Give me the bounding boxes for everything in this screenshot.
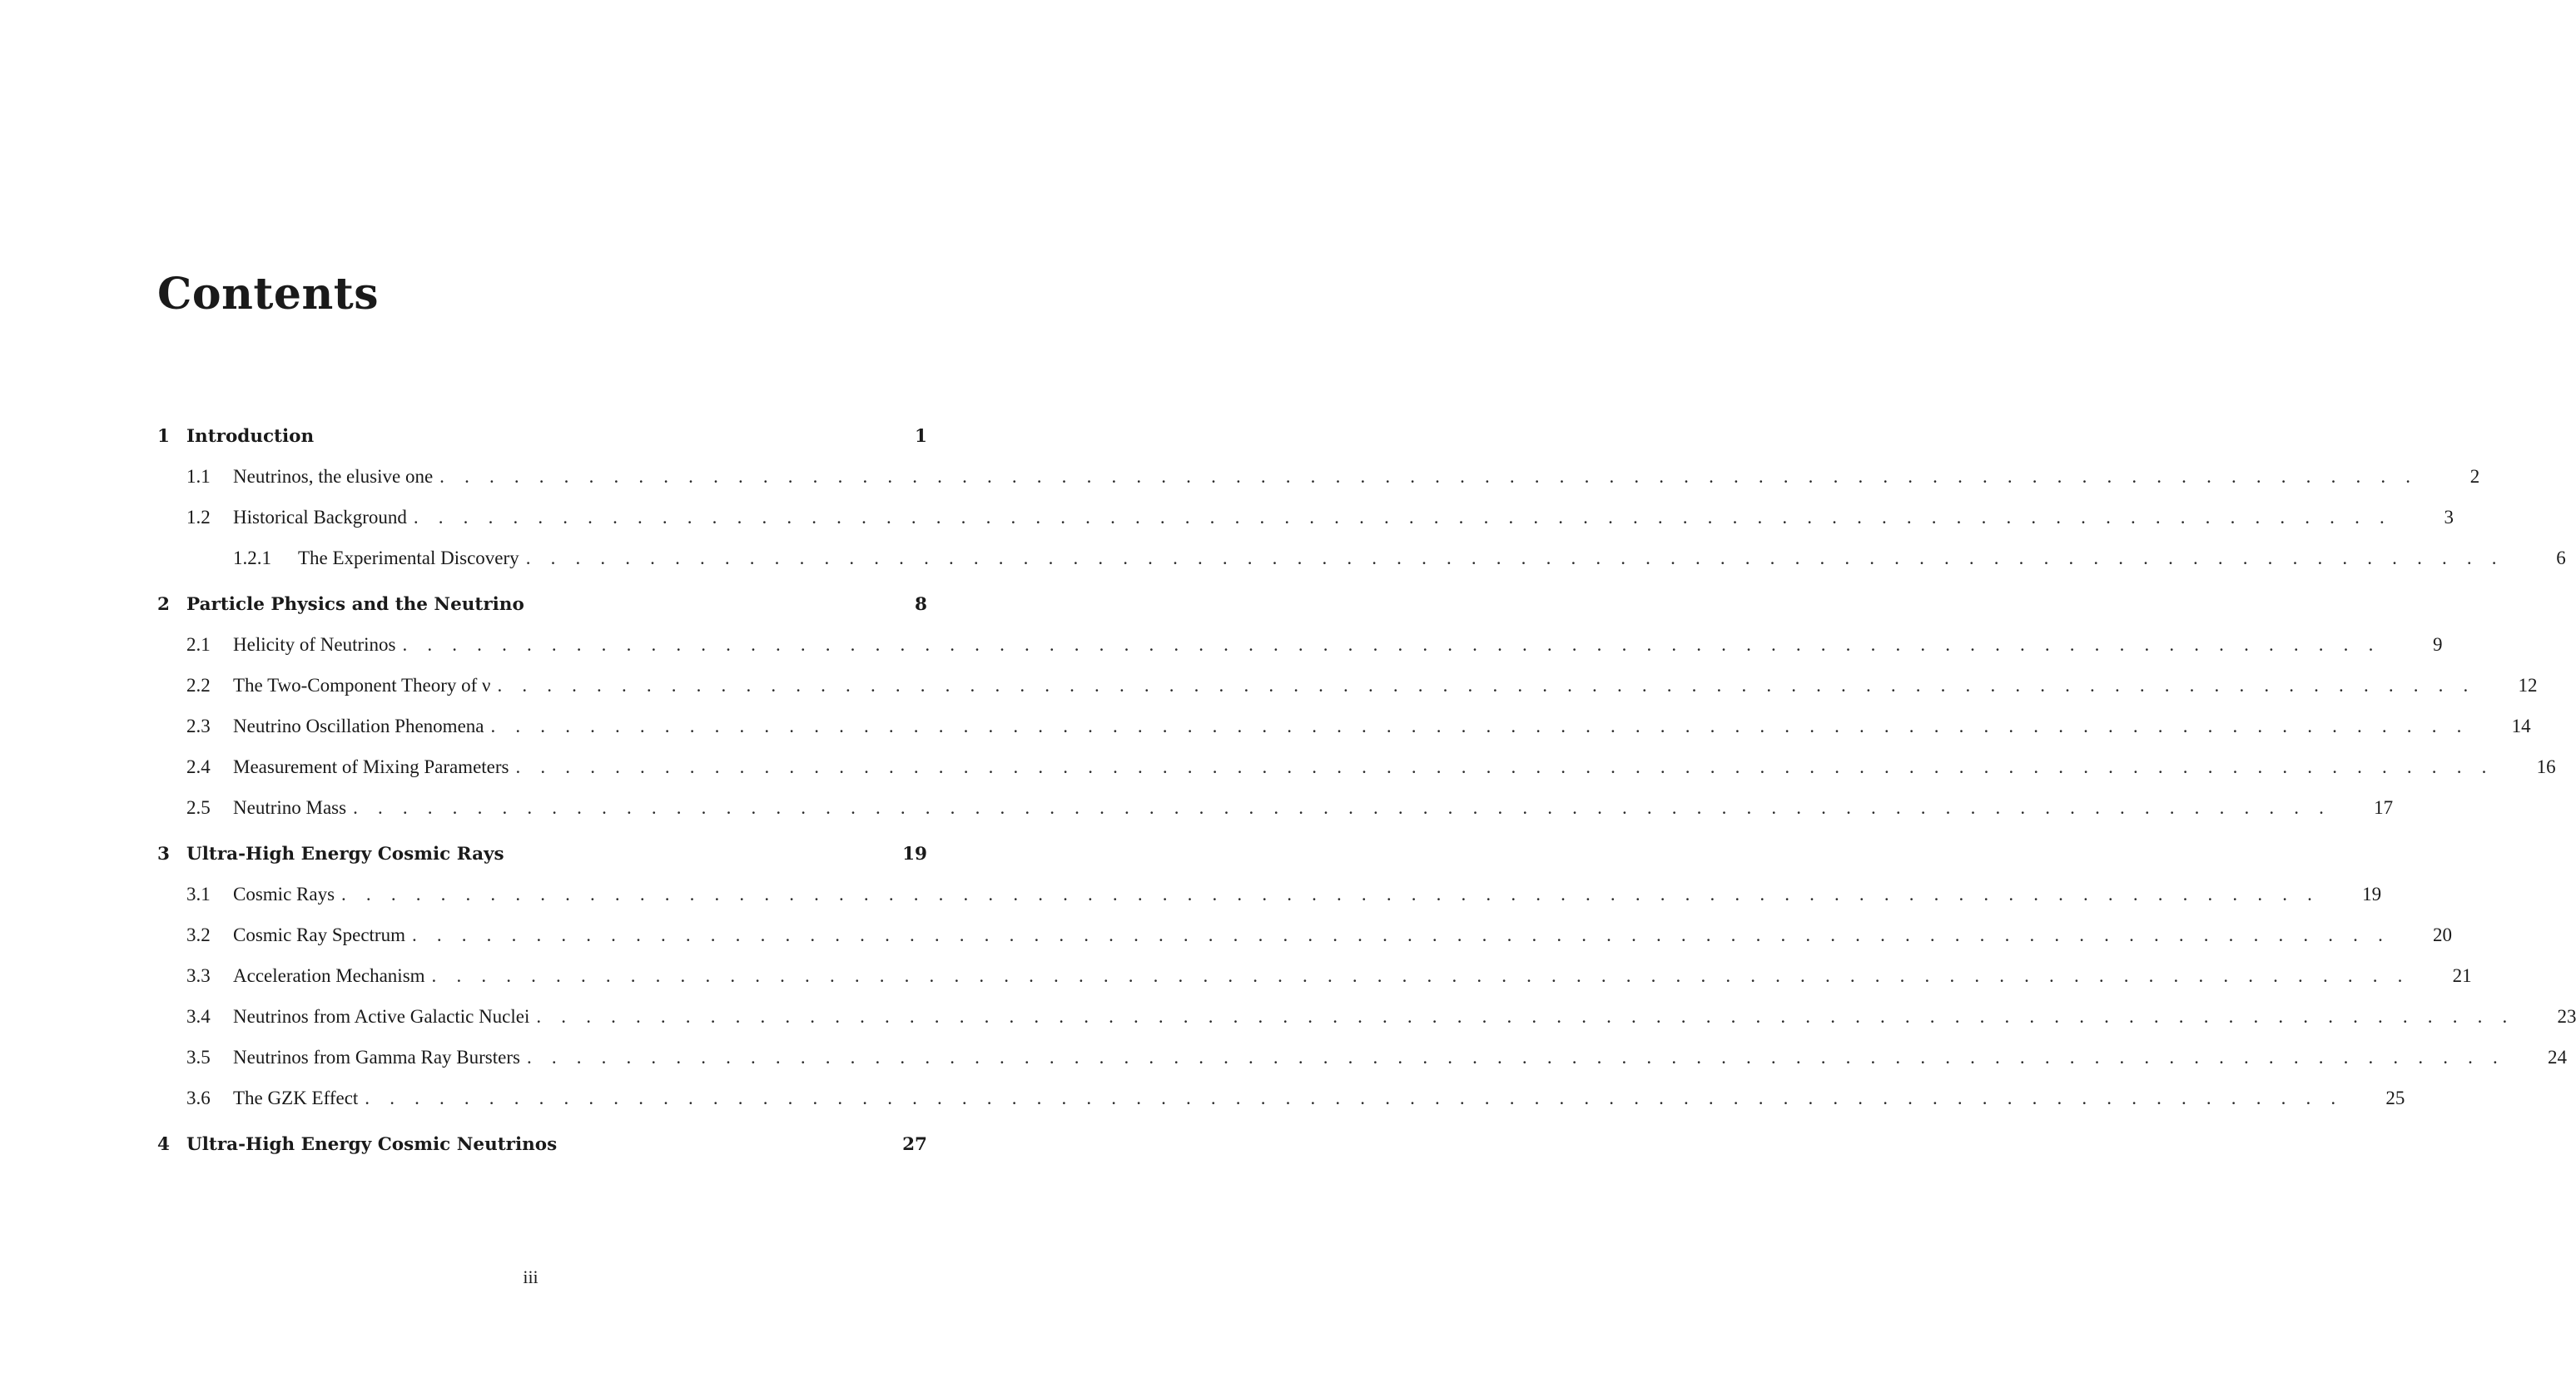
entry-number: 3.1 bbox=[186, 884, 211, 905]
entry-page-number: 6 bbox=[2556, 548, 2566, 568]
entry-title: Acceleration Mechanism bbox=[233, 965, 425, 986]
toc-section-entry[interactable] bbox=[157, 880, 2382, 909]
entry-title: Helicity of Neutrinos bbox=[233, 634, 396, 655]
dot-leader: . . . . . . . . . . . . . . . . . . . . . . . . . . . . . . . . . . . . . . . . . . . . . . . . . . . . . . . . . . . . . . . . . . . . . . . . . . . . . . . . bbox=[526, 1047, 2505, 1068]
entry-title: Neutrinos from Gamma Ray Bursters bbox=[233, 1047, 520, 1068]
entry-number: 2.3 bbox=[186, 716, 211, 736]
entry-title: Measurement of Mixing Parameters bbox=[233, 756, 509, 777]
dot-leader: . . . . . . . . . . . . . . . . . . . . . . . . . . . . . . . . . . . . . . . . . . . . . . . . . . . . . . . . . . . . . . . . . . . . . . . . . . . . . . . . bbox=[402, 634, 2381, 655]
entry-title: Ultra-High Energy Cosmic Rays bbox=[186, 844, 504, 865]
toc-section-entry[interactable] bbox=[157, 753, 2556, 781]
entry-page-number: 25 bbox=[2385, 1088, 2405, 1108]
toc-section-entry[interactable] bbox=[157, 1003, 2576, 1031]
dot-leader: . . . . . . . . . . . . . . . . . . . . . . . . . . . . . . . . . . . . . . . . . . . . . . . . . . . . . . . . . . . . . . . . . . . . . . . . . . . . . . . . bbox=[413, 507, 2392, 528]
entry-page-number: 8 bbox=[915, 594, 927, 615]
dot-leader: . . . . . . . . . . . . . . . . . . . . . . . . . . . . . . . . . . . . . . . . . . . . . . . . . . . . . . . . . . . . . . . . . . . . . . . . . . . . . . . . bbox=[439, 466, 2419, 487]
entry-title: Cosmic Ray Spectrum bbox=[233, 924, 405, 945]
toc-chapter-entry[interactable] bbox=[157, 840, 927, 869]
toc-section-entry[interactable] bbox=[157, 712, 2531, 741]
entry-page-number: 27 bbox=[902, 1134, 927, 1155]
toc-subsection-entry[interactable] bbox=[157, 544, 2566, 572]
toc-chapter-entry[interactable] bbox=[157, 423, 927, 451]
entry-number: 2.2 bbox=[186, 675, 211, 696]
entry-title: Introduction bbox=[186, 426, 315, 447]
entry-number: 3.3 bbox=[186, 965, 211, 986]
toc-chapter-entry[interactable] bbox=[157, 591, 927, 619]
dot-leader: . . . . . . . . . . . . . . . . . . . . . . . . . . . . . . . . . . . . . . . . . . . . . . . . . . . . . . . . . . . . . . . . . . . . . . . . . . . . . . . . bbox=[353, 797, 2332, 818]
entry-page-number: 24 bbox=[2548, 1047, 2567, 1068]
dot-leader: . . . . . . . . . . . . . . . . . . . . . . . . . . . . . . . . . . . . . . . . . . . . . . . . . . . . . . . . . . . . . . . . . . . . . . . . . . . . . . . . bbox=[536, 1006, 2515, 1027]
entry-title: The Two-Component Theory of ν bbox=[233, 675, 491, 696]
entry-number: 1.1 bbox=[186, 466, 211, 487]
toc-section-entry[interactable] bbox=[157, 672, 2538, 700]
entry-page-number: 21 bbox=[2452, 965, 2472, 986]
entry-page-number: 20 bbox=[2433, 924, 2453, 945]
toc-chapter bbox=[157, 591, 2556, 822]
entry-title: The Experimental Discovery bbox=[298, 548, 519, 568]
entry-page-number: 9 bbox=[2433, 634, 2443, 655]
entry-title: Ultra-High Energy Cosmic Neutrinos bbox=[186, 1134, 558, 1155]
entry-page-number: 23 bbox=[2557, 1006, 2576, 1027]
entry-number: 1.2 bbox=[186, 507, 211, 528]
entry-page-number: 14 bbox=[2511, 716, 2531, 736]
table-of-contents bbox=[157, 423, 2576, 1177]
toc-chapter bbox=[157, 1131, 927, 1159]
toc-section-entry[interactable] bbox=[157, 962, 2472, 990]
entry-title: Neutrino Mass bbox=[233, 797, 347, 818]
entry-title: Neutrino Oscillation Phenomena bbox=[233, 716, 484, 736]
entry-page-number: 2 bbox=[2469, 466, 2480, 487]
dot-leader: . . . . . . . . . . . . . . . . . . . . . . . . . . . . . . . . . . . . . . . . . . . . . . . . . . . . . . . . . . . . . . . . . . . . . . . . . . . . . . . . bbox=[490, 716, 2469, 736]
dot-leader: . . . . . . . . . . . . . . . . . . . . . . . . . . . . . . . . . . . . . . . . . . . . . . . . . . . . . . . . . . . . . . . . . . . . . . . . . . . . . . . . bbox=[341, 884, 2320, 905]
entry-number: 1.2.1 bbox=[233, 548, 271, 568]
entry-title: Neutrinos, the elusive one bbox=[233, 466, 434, 487]
dot-leader: . . . . . . . . . . . . . . . . . . . . . . . . . . . . . . . . . . . . . . . . . . . . . . . . . . . . . . . . . . . . . . . . . . . . . . . . . . . . . . . . bbox=[411, 924, 2391, 945]
toc-section-entry[interactable] bbox=[157, 1084, 2405, 1113]
entry-page-number: 1 bbox=[915, 426, 927, 447]
toc-section-entry[interactable] bbox=[157, 1043, 2567, 1072]
dot-leader: . . . . . . . . . . . . . . . . . . . . . . . . . . . . . . . . . . . . . . . . . . . . . . . . . . . . . . . . . . . . . . . . . . . . . . . . . . . . . . . . bbox=[431, 965, 2410, 986]
entry-number: 1 bbox=[157, 426, 170, 447]
entry-page-number: 3 bbox=[2444, 507, 2454, 528]
entry-number: 3 bbox=[157, 844, 170, 865]
entry-page-number: 17 bbox=[2374, 797, 2394, 818]
entry-title: Cosmic Rays bbox=[233, 884, 335, 905]
toc-section-entry[interactable] bbox=[157, 921, 2453, 949]
entry-number: 2.4 bbox=[186, 756, 211, 777]
entry-number: 3.6 bbox=[186, 1088, 211, 1108]
entry-title: Neutrinos from Active Galactic Nuclei bbox=[233, 1006, 530, 1027]
entry-page-number: 19 bbox=[2362, 884, 2382, 905]
entry-number: 3.4 bbox=[186, 1006, 211, 1027]
entry-number: 4 bbox=[157, 1134, 170, 1155]
toc-chapter bbox=[157, 423, 2566, 572]
toc-chapter-entry[interactable] bbox=[157, 1131, 927, 1159]
entry-page-number: 19 bbox=[902, 844, 927, 865]
entry-number: 3.2 bbox=[186, 924, 211, 945]
entry-number: 2 bbox=[157, 594, 170, 615]
entry-number: 3.5 bbox=[186, 1047, 211, 1068]
dot-leader: . . . . . . . . . . . . . . . . . . . . . . . . . . . . . . . . . . . . . . . . . . . . . . . . . . . . . . . . . . . . . . . . . . . . . . . . . . . . . . . . bbox=[365, 1088, 2344, 1108]
entry-number: 2.5 bbox=[186, 797, 211, 818]
entry-page-number: 12 bbox=[2518, 675, 2538, 696]
toc-section-entry[interactable] bbox=[157, 631, 2443, 659]
toc-section-entry[interactable] bbox=[157, 503, 2454, 532]
entry-title: Historical Background bbox=[233, 507, 407, 528]
entry-number: 2.1 bbox=[186, 634, 211, 655]
toc-section-entry[interactable] bbox=[157, 463, 2480, 491]
dot-leader: . . . . . . . . . . . . . . . . . . . . . . . . . . . . . . . . . . . . . . . . . . . . . . . . . . . . . . . . . . . . . . . . . . . . . . . . . . . . . . . . bbox=[525, 548, 2504, 568]
page-title: Contents bbox=[157, 269, 380, 320]
entry-title: Particle Physics and the Neutrino bbox=[186, 594, 524, 615]
dot-leader: . . . . . . . . . . . . . . . . . . . . . . . . . . . . . . . . . . . . . . . . . . . . . . . . . . . . . . . . . . . . . . . . . . . . . . . . . . . . . . . . bbox=[515, 756, 2494, 777]
toc-chapter bbox=[157, 840, 2576, 1113]
entry-title: The GZK Effect bbox=[233, 1088, 359, 1108]
toc-section-entry[interactable] bbox=[157, 794, 2394, 822]
page-number: iii bbox=[523, 1266, 539, 1287]
dot-leader: . . . . . . . . . . . . . . . . . . . . . . . . . . . . . . . . . . . . . . . . . . . . . . . . . . . . . . . . . . . . . . . . . . . . . . . . . . . . . . . . bbox=[497, 675, 2476, 696]
entry-page-number: 16 bbox=[2536, 756, 2556, 777]
